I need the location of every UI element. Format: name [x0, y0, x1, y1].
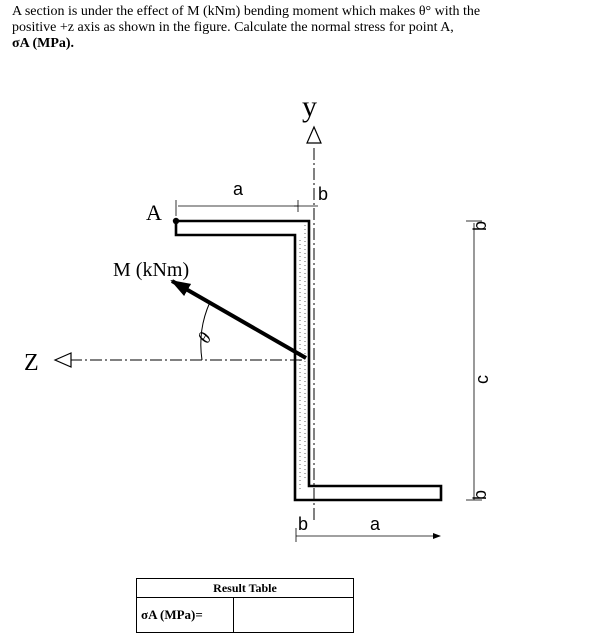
- point-a-label: A: [146, 200, 162, 225]
- problem-line-2: positive +z axis as shown in the figure. Calculate the normal stress for point A,: [12, 20, 454, 35]
- dim-c-label: c: [472, 375, 492, 384]
- dim-b-right-bottom-label: b: [470, 489, 490, 500]
- z-axis-label: Z: [24, 350, 39, 376]
- y-axis-arrowhead: [307, 127, 321, 143]
- angle-arc: [201, 302, 210, 360]
- result-value-cell[interactable]: [234, 598, 354, 633]
- result-table-title: Result Table: [137, 579, 354, 598]
- result-row-label: σA (MPa)=: [137, 598, 234, 633]
- dim-a-bottom-label: a: [370, 514, 381, 534]
- problem-line-3: σA (MPa).: [12, 36, 75, 51]
- moment-label: M (kNm): [113, 259, 190, 281]
- result-table: [136, 578, 354, 633]
- dim-b-top-label: b: [318, 184, 329, 204]
- y-axis-label: y: [302, 90, 317, 123]
- point-a-marker: [173, 218, 179, 224]
- problem-line-1: A section is under the effect of M (kNm) bending moment which makes θ° with the: [12, 4, 481, 19]
- dim-a-top-label: a: [233, 179, 244, 199]
- dim-b-bottom-label: b: [298, 514, 309, 534]
- moment-vector: [172, 281, 306, 358]
- dim-b-right-top-label: b: [470, 220, 490, 231]
- angle-label: θ: [193, 328, 216, 347]
- z-axis-arrowhead: [55, 353, 71, 367]
